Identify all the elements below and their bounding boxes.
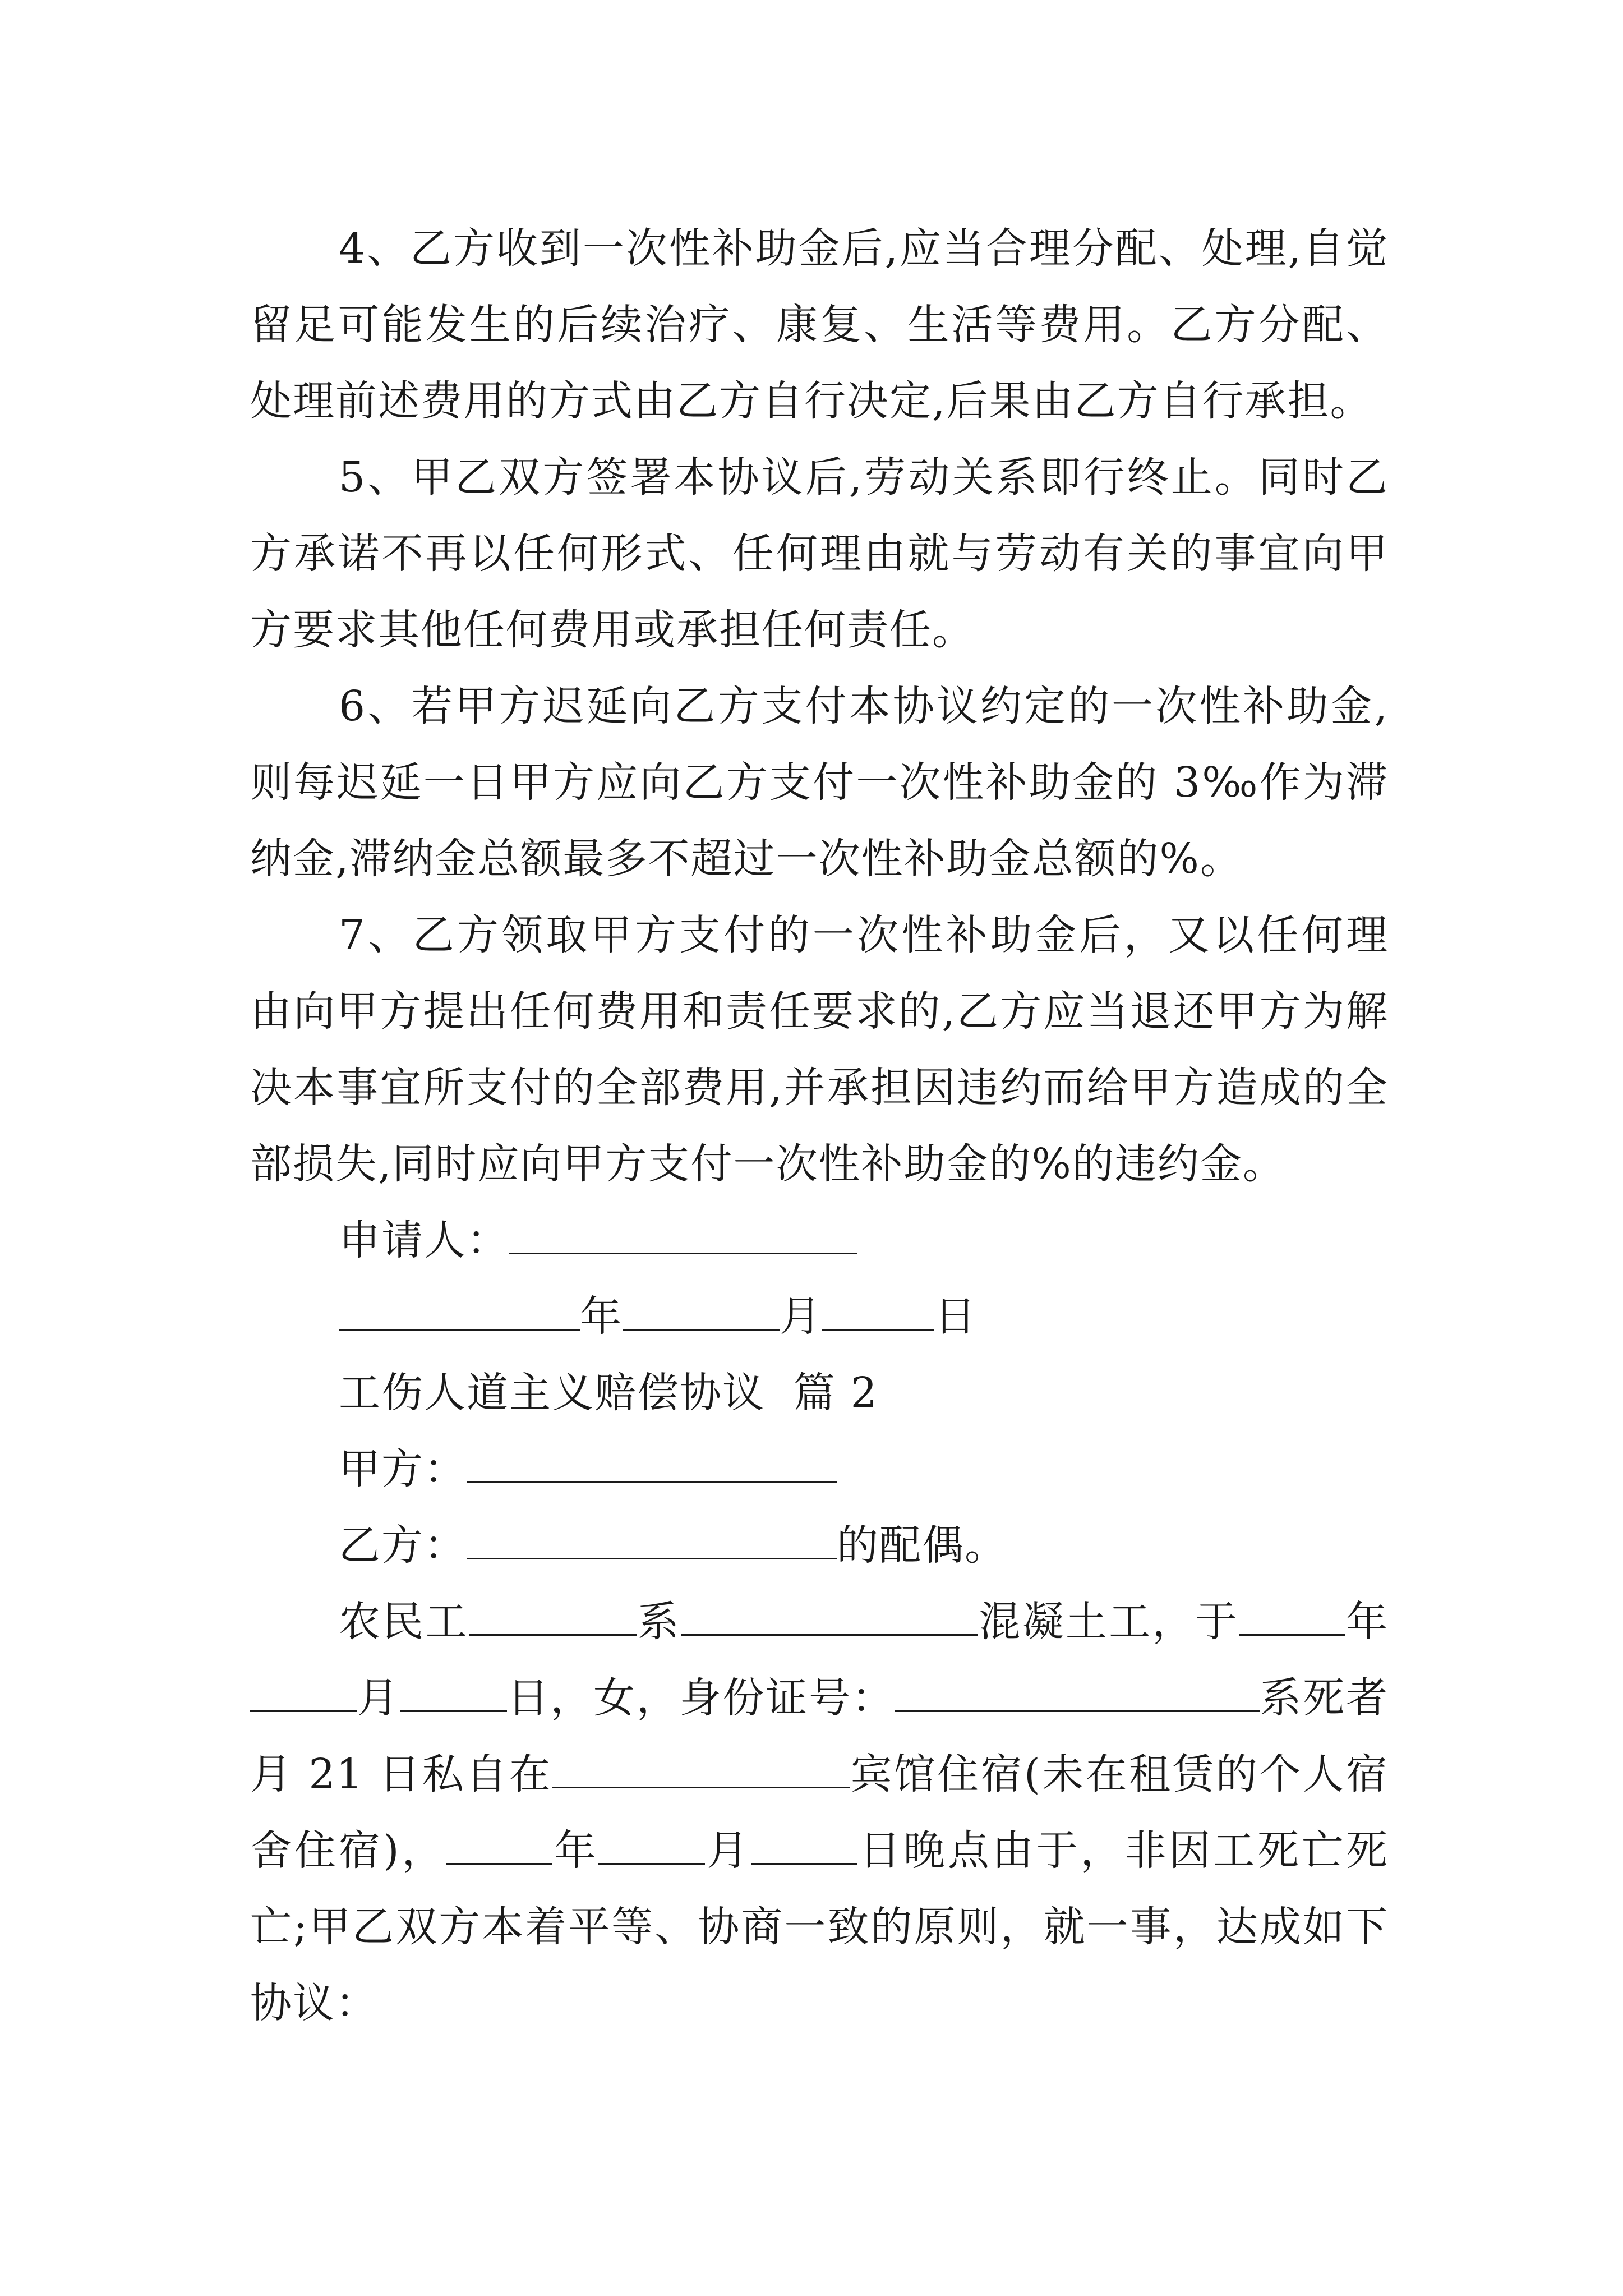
facts-t4: 年 (1345, 1598, 1389, 1646)
facts-t6: 日，女，身份证号： (506, 1674, 895, 1722)
month-blank (623, 1290, 780, 1331)
section-title: 工伤人道主义赔偿协议 篇 2 (339, 1369, 878, 1417)
clause-7: 7、乙方领取甲方支付的一次性补助金后，又以任何理由向甲方提出任何费用和责任要求的,乙方应当退还甲方为解决本事宜所支付的全部费用,并承担因违约而给甲方造成的全部损失,同时应向甲方支付一次性补助金的%的违约金。 (250, 911, 1389, 1188)
applicant-line (250, 1202, 1389, 1278)
party-b-blank (467, 1519, 837, 1559)
date-line (250, 1278, 1389, 1355)
party-b-suffix: 的配偶。 (837, 1521, 1007, 1570)
day-label: 日 (934, 1292, 977, 1341)
month-label: 月 (780, 1292, 822, 1341)
facts-t5: 月 (357, 1674, 400, 1722)
facts-t8: 宾馆住宿(未在租赁的个人宿舍住宿)， (250, 1750, 1389, 1875)
hotel-name-blank (552, 1747, 850, 1788)
facts-paragraph (250, 1584, 1389, 2041)
facts-t7: 系死者月 21 日私自在 (250, 1674, 1389, 1798)
death-year-blank (446, 1824, 552, 1865)
clause-4: 4、乙方收到一次性补助金后,应当合理分配、处理,自觉留足可能发生的后续治疗、康复、生活等费用。乙方分配、处理前述费用的方式由乙方自行决定,后果由乙方自行承担。 (250, 224, 1389, 425)
birth-month-blank (250, 1671, 357, 1712)
clause-5: 5、甲乙双方签署本协议后,劳动关系即行终止。同时乙方承诺不再以任何形式、任何理由就与劳动有关的事宜向甲方要求其他任何费用或承担任何责任。 (250, 453, 1389, 654)
party-a-line (250, 1431, 1389, 1507)
employer-blank (681, 1595, 978, 1636)
facts-t11: 日晚点由于，非因工死亡死亡;甲乙双方本着平等、协商一致的原则，就一事，达成如下协议： (250, 1826, 1389, 2027)
worker-name-blank (469, 1595, 637, 1636)
clause-6: 6、若甲方迟延向乙方支付本协议约定的一次性补助金,则每迟延一日甲方应向乙方支付一次性补助金的 3‰作为滞纳金,滞纳金总额最多不超过一次性补助金总额的%。 (250, 682, 1389, 883)
year-blank (339, 1290, 580, 1331)
party-a-label: 甲方： (339, 1445, 467, 1493)
birth-day-blank (400, 1671, 507, 1712)
death-month-blank (598, 1824, 705, 1865)
party-a-blank (467, 1442, 837, 1483)
document-body (250, 210, 1389, 2041)
party-b-label: 乙方： (339, 1521, 467, 1570)
facts-t3: 混凝土工，于 (978, 1598, 1239, 1646)
applicant-blank (509, 1213, 857, 1254)
facts-t10: 月 (705, 1826, 751, 1875)
death-day-blank (751, 1824, 857, 1865)
facts-t1: 农民工 (339, 1598, 469, 1646)
applicant-label: 申请人： (339, 1216, 509, 1264)
year-label: 年 (580, 1292, 623, 1341)
birth-year-blank (1239, 1595, 1345, 1636)
facts-t2: 系 (637, 1598, 681, 1646)
id-number-blank (895, 1671, 1260, 1712)
party-b-line (250, 1507, 1389, 1584)
day-blank (822, 1290, 934, 1331)
facts-t9: 年 (552, 1826, 599, 1875)
